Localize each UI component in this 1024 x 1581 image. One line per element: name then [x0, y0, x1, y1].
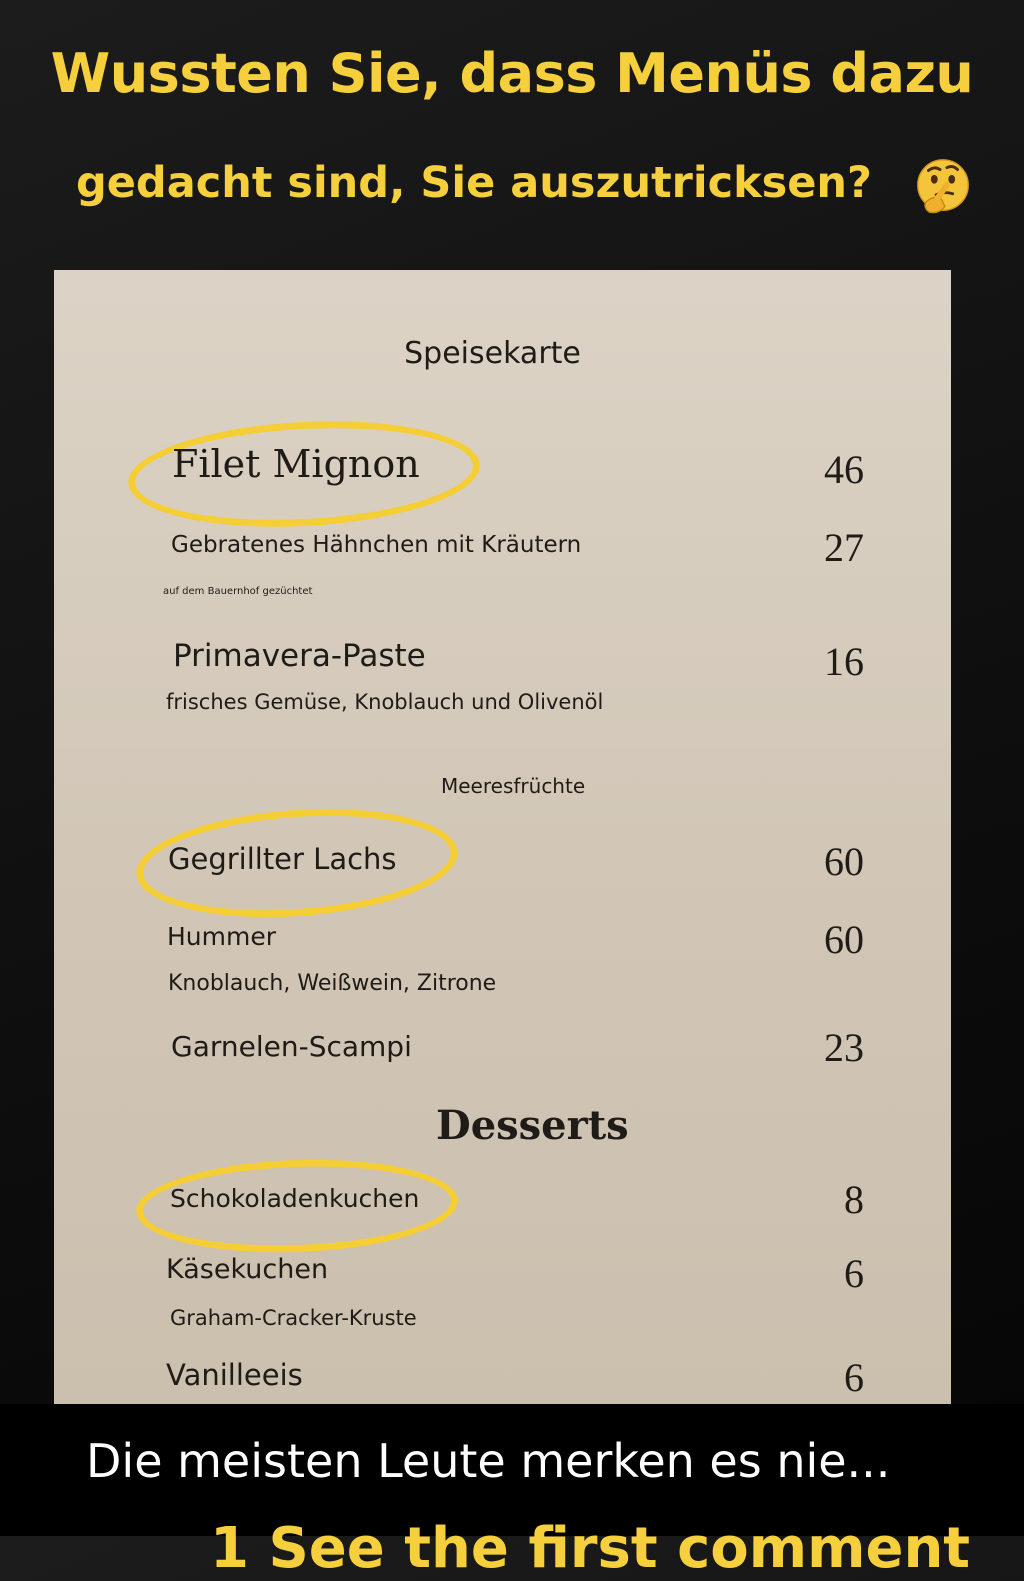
menu-title: Speisekarte	[404, 336, 581, 371]
menu-item-price: 16	[824, 639, 864, 684]
menu-item-description: Knoblauch, Weißwein, Zitrone	[168, 971, 497, 996]
menu-item-name: Gebratenes Hähnchen mit Kräutern	[171, 532, 582, 558]
menu-item-description: frisches Gemüse, Knoblauch und Olivenöl	[166, 690, 604, 714]
menu-item-name: Hummer	[167, 922, 277, 951]
menu-item-price: 46	[824, 447, 864, 492]
menu-item-price: 27	[824, 525, 864, 570]
bottom-banner	[0, 1404, 1024, 1581]
menu-item-price: 6	[844, 1251, 864, 1296]
headline-line-2-text: gedacht sind, Sie auszutricksen?	[75, 158, 872, 208]
section-seafood: Meeresfrüchte	[441, 774, 586, 798]
menu-item-name: Vanilleeis	[166, 1358, 303, 1392]
thinking-face-icon	[912, 156, 974, 218]
headline-line-2	[0, 158, 1024, 208]
menu-item-price: 23	[824, 1025, 864, 1070]
bottom-caption: Die meisten Leute merken es nie...	[86, 1434, 891, 1488]
menu-item-name: Gegrillter Lachs	[168, 842, 397, 876]
menu-item-name: Filet Mignon	[172, 442, 420, 486]
menu-item-name: Käsekuchen	[166, 1254, 329, 1285]
menu-item-description: Graham-Cracker-Kruste	[170, 1306, 417, 1330]
menu-item-price: 8	[844, 1177, 864, 1222]
menu-card	[54, 270, 951, 1404]
cta-caption: 1 See the first comment	[210, 1516, 971, 1581]
section-desserts: Desserts	[436, 1102, 629, 1149]
menu-item-name: Garnelen-Scampi	[171, 1030, 412, 1063]
menu-item-price: 6	[844, 1355, 864, 1400]
menu-item-note: auf dem Bauernhof gezüchtet	[163, 586, 313, 597]
menu-item-price: 60	[824, 917, 864, 962]
menu-item-name: Primavera-Paste	[173, 638, 426, 674]
headline-line-1: Wussten Sie, dass Menüs dazu	[50, 42, 974, 105]
menu-item-price: 60	[824, 839, 864, 884]
menu-item-name: Schokoladenkuchen	[170, 1184, 420, 1213]
